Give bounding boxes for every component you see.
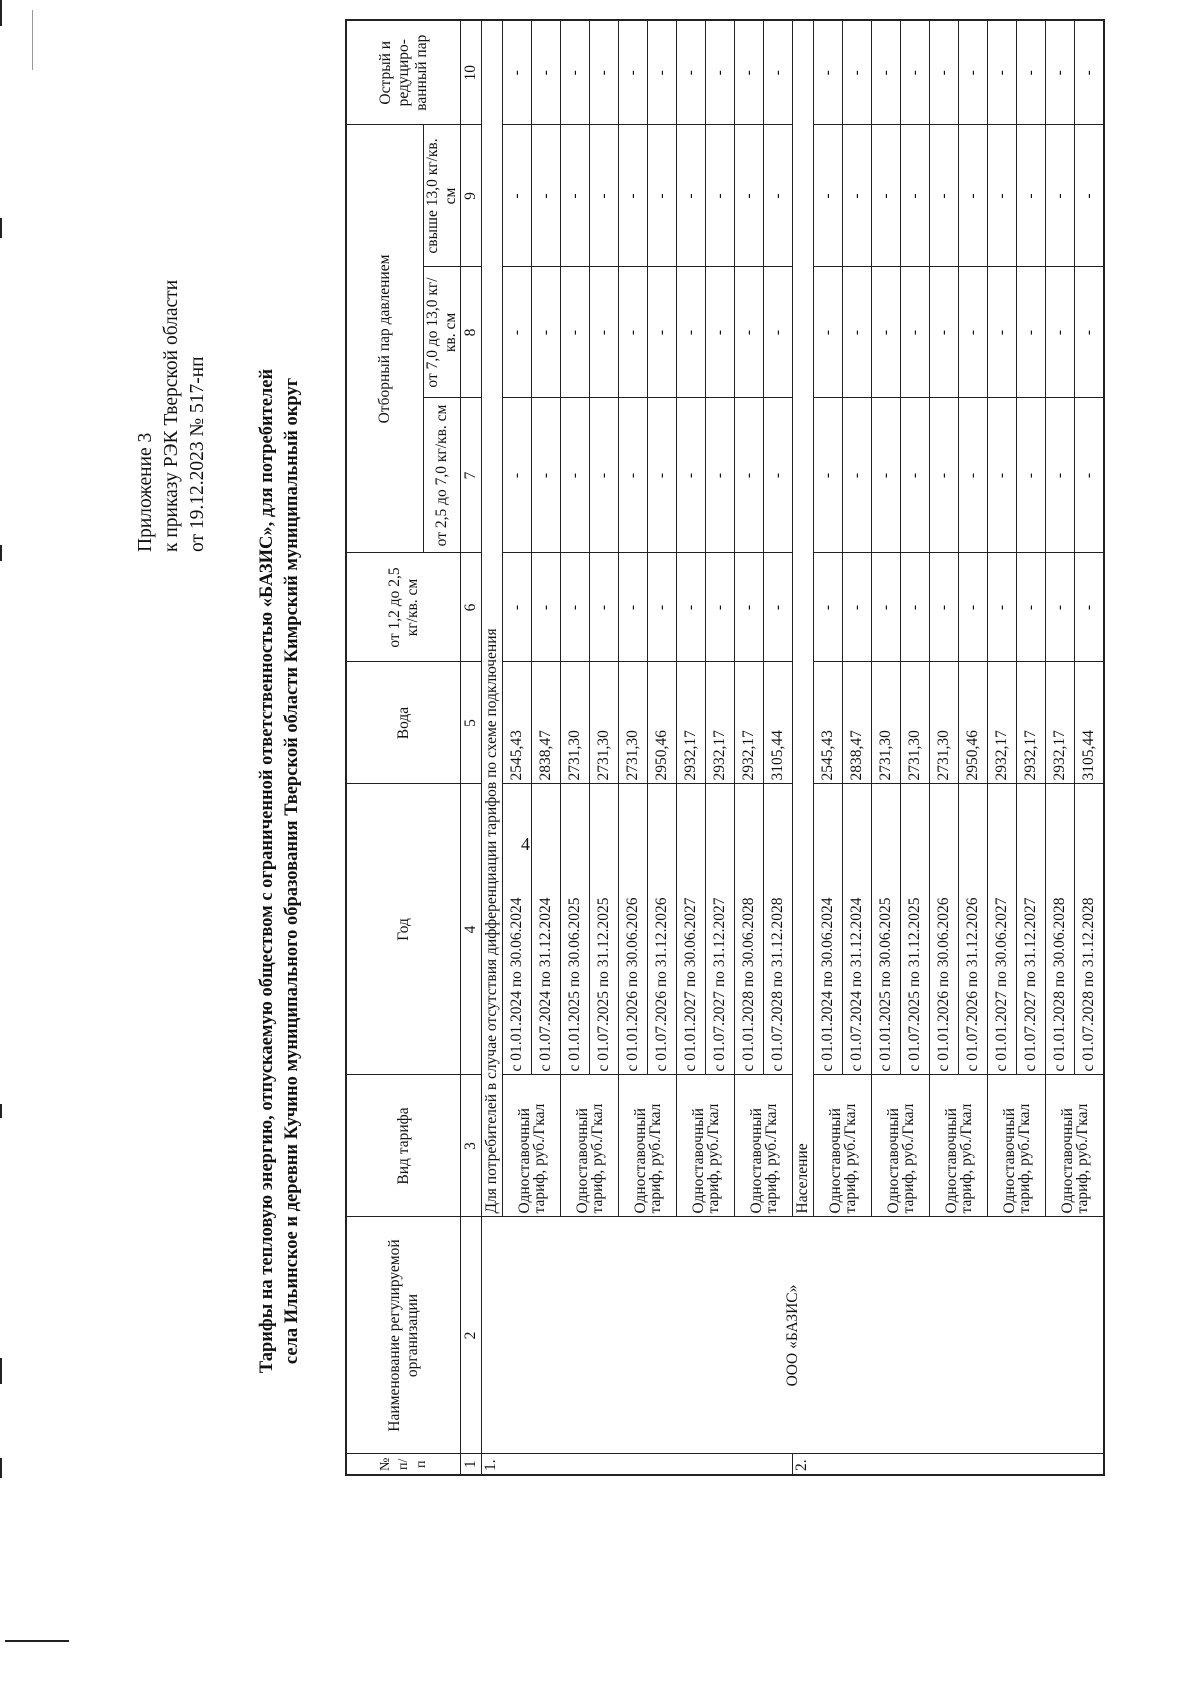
- tariff-kind-line-2: тариф, руб./Гкал: [1073, 1103, 1091, 1214]
- period-cell: с 01.07.2025 по 31.12.2025: [901, 784, 930, 1075]
- steam-p4-cell: -: [1017, 125, 1046, 267]
- period-cell: с 01.07.2026 по 31.12.2026: [648, 784, 677, 1075]
- steam-p4-cell: -: [503, 125, 532, 267]
- water-tariff-cell: 3105,44: [1075, 662, 1105, 784]
- period-cell: с 01.07.2025 по 31.12.2025: [590, 784, 619, 1075]
- section-row: [482, 20, 503, 1475]
- steam-p4-cell: -: [532, 125, 561, 267]
- period-cell: с 01.07.2024 по 31.12.2024: [843, 784, 872, 1075]
- col-number: 3: [461, 1075, 482, 1217]
- header-org: Наименование регулируемой организации: [346, 1217, 461, 1454]
- steam-sharp-cell: -: [590, 20, 619, 125]
- steam-p3-cell: -: [1046, 267, 1075, 398]
- steam-p3-cell: -: [959, 267, 988, 398]
- steam-p3-cell: -: [872, 267, 901, 398]
- tariff-kind: [814, 1075, 872, 1217]
- water-tariff-cell: 2545,43: [814, 662, 843, 784]
- col-number: 5: [461, 662, 482, 784]
- tariff-kind-line-1: Одноставочный: [942, 1108, 960, 1214]
- steam-p4-cell: -: [561, 125, 590, 267]
- tariff-kind-line-2: тариф, руб./Гкал: [1015, 1103, 1033, 1214]
- tariff-kind-line-1: Одноставочный: [1058, 1108, 1076, 1214]
- steam-p3-cell: -: [590, 267, 619, 398]
- period-cell: с 01.01.2027 по 30.06.2027: [988, 784, 1017, 1075]
- steam-p2-cell: -: [930, 398, 959, 553]
- steam-sharp-cell: -: [901, 20, 930, 125]
- steam-p2-cell: -: [619, 398, 648, 553]
- header-water: Вода: [346, 662, 461, 784]
- water-tariff-cell: 2950,46: [959, 662, 988, 784]
- steam-p3-cell: -: [901, 267, 930, 398]
- tariff-kind-line-1: Одноставочный: [631, 1108, 649, 1214]
- steam-p4-cell: -: [735, 125, 764, 267]
- period-cell: с 01.01.2025 по 30.06.2025: [872, 784, 901, 1075]
- steam-p1-cell: -: [677, 553, 706, 662]
- steam-p4-cell: -: [590, 125, 619, 267]
- steam-p2-cell: -: [735, 398, 764, 553]
- steam-sharp-cell: -: [503, 20, 532, 125]
- steam-p4-cell: -: [1046, 125, 1075, 267]
- water-tariff-cell: 2950,46: [648, 662, 677, 784]
- steam-p4-cell: -: [814, 125, 843, 267]
- steam-p4-cell: -: [872, 125, 901, 267]
- steam-p1-cell: -: [901, 553, 930, 662]
- header-num: № п/ п: [346, 1454, 461, 1475]
- water-tariff-cell: 2932,17: [1046, 662, 1075, 784]
- tariff-kind: [619, 1075, 677, 1217]
- steam-p2-cell: -: [561, 398, 590, 553]
- tariff-kind: [1046, 1075, 1105, 1217]
- steam-sharp-cell: -: [930, 20, 959, 125]
- steam-sharp-cell: -: [988, 20, 1017, 125]
- steam-p1-cell: -: [872, 553, 901, 662]
- steam-p1-cell: -: [843, 553, 872, 662]
- period-cell: с 01.07.2028 по 31.12.2028: [1075, 784, 1105, 1075]
- steam-p3-cell: -: [735, 267, 764, 398]
- period-cell: с 01.01.2024 по 30.06.2024: [503, 784, 532, 1075]
- steam-p1-cell: -: [959, 553, 988, 662]
- col-number: 8: [461, 267, 482, 398]
- tariff-kind-line-1: Одноставочный: [884, 1108, 902, 1214]
- period-cell: с 01.01.2026 по 30.06.2026: [930, 784, 959, 1075]
- steam-p1-cell: -: [532, 553, 561, 662]
- col-number: 7: [461, 398, 482, 553]
- water-tariff-cell: 3105,44: [764, 662, 793, 784]
- steam-p1-cell: -: [503, 553, 532, 662]
- appendix-line-1: Приложение 3: [135, 432, 156, 552]
- steam-p1-cell: -: [590, 553, 619, 662]
- header-kind: Вид тарифа: [346, 1075, 461, 1217]
- steam-p3-cell: -: [648, 267, 677, 398]
- water-tariff-cell: 2731,30: [901, 662, 930, 784]
- tariff-kind-line-1: Одноставочный: [689, 1108, 707, 1214]
- steam-p3-cell: -: [706, 267, 735, 398]
- water-tariff-cell: 2932,17: [1017, 662, 1046, 784]
- steam-p4-cell: -: [1075, 125, 1105, 267]
- steam-p4-cell: -: [764, 125, 793, 267]
- steam-sharp-cell: -: [706, 20, 735, 125]
- col-number: 2: [461, 1217, 482, 1454]
- steam-sharp-cell: -: [1075, 20, 1105, 125]
- steam-sharp-cell: -: [1046, 20, 1075, 125]
- tariff-kind: [988, 1075, 1046, 1217]
- title-line-2: села Ильинское и деревни Кучино муниципального образования Тверской области Кимрский муниципальный округ: [282, 377, 302, 1365]
- tariff-kind: [561, 1075, 619, 1217]
- header-year: Год: [346, 784, 461, 1075]
- steam-p3-cell: -: [843, 267, 872, 398]
- water-tariff-cell: 2838,47: [843, 662, 872, 784]
- steam-p1-cell: -: [1017, 553, 1046, 662]
- period-cell: с 01.07.2026 по 31.12.2026: [959, 784, 988, 1075]
- period-cell: с 01.07.2027 по 31.12.2027: [1017, 784, 1046, 1075]
- period-cell: с 01.07.2027 по 31.12.2027: [706, 784, 735, 1075]
- water-tariff-cell: 2932,17: [677, 662, 706, 784]
- tariff-kind-line-1: Одноставочный: [826, 1108, 844, 1214]
- steam-p1-cell: -: [1046, 553, 1075, 662]
- tariff-kind-line-2: тариф, руб./Гкал: [646, 1103, 664, 1214]
- steam-p1-cell: -: [735, 553, 764, 662]
- tariff-table: [345, 19, 1105, 1476]
- steam-p4-cell: -: [619, 125, 648, 267]
- water-tariff-cell: 2731,30: [619, 662, 648, 784]
- period-cell: с 01.01.2027 по 30.06.2027: [677, 784, 706, 1075]
- section-index: 2.: [793, 1454, 1105, 1475]
- steam-p1-cell: -: [764, 553, 793, 662]
- steam-p2-cell: -: [706, 398, 735, 553]
- organization-name: ООО «БАЗИС»: [482, 1217, 1105, 1454]
- steam-p4-cell: -: [677, 125, 706, 267]
- water-tariff-cell: 2731,30: [561, 662, 590, 784]
- tariff-kind-line-2: тариф, руб./Гкал: [899, 1103, 917, 1214]
- header-steam-group: Отборный пар давлением: [346, 125, 424, 553]
- section-label: Население: [793, 20, 814, 1217]
- tariff-kind-line-2: тариф, руб./Гкал: [957, 1103, 975, 1214]
- steam-p1-cell: -: [930, 553, 959, 662]
- col-number: 6: [461, 553, 482, 662]
- steam-sharp-cell: -: [843, 20, 872, 125]
- appendix-reference: [133, 172, 211, 552]
- table-body: [482, 20, 1105, 1475]
- steam-p3-cell: -: [764, 267, 793, 398]
- steam-p2-cell: -: [843, 398, 872, 553]
- document-title: [255, 326, 305, 1416]
- water-tariff-cell: 2932,17: [706, 662, 735, 784]
- steam-p2-cell: -: [814, 398, 843, 553]
- col-number: 4: [461, 784, 482, 1075]
- section-label: Для потребителей в случае отсутствия дифференциации тарифов по схеме подключения: [482, 20, 503, 1217]
- steam-p4-cell: -: [988, 125, 1017, 267]
- section-index: 1.: [482, 1454, 793, 1475]
- tariff-kind: [930, 1075, 988, 1217]
- steam-p2-cell: -: [1046, 398, 1075, 553]
- steam-p2-cell: -: [959, 398, 988, 553]
- steam-p3-cell: -: [1017, 267, 1046, 398]
- tariff-kind: [735, 1075, 793, 1217]
- tariff-kind-line-1: Одноставочный: [1000, 1108, 1018, 1214]
- water-tariff-cell: 2545,43: [503, 662, 532, 784]
- tariff-kind-line-1: Одноставочный: [515, 1108, 533, 1214]
- steam-p4-cell: -: [901, 125, 930, 267]
- tariff-kind: [677, 1075, 735, 1217]
- steam-sharp-cell: -: [959, 20, 988, 125]
- water-tariff-cell: 2932,17: [988, 662, 1017, 784]
- steam-p3-cell: -: [532, 267, 561, 398]
- tariff-kind-line-1: Одноставочный: [573, 1108, 591, 1214]
- steam-p2-cell: -: [1075, 398, 1105, 553]
- steam-p1-cell: -: [814, 553, 843, 662]
- steam-p1-cell: -: [619, 553, 648, 662]
- steam-sharp-cell: -: [1017, 20, 1046, 125]
- header-p4: свыше 13,0 кг/кв. см: [424, 125, 461, 267]
- water-tariff-cell: 2838,47: [532, 662, 561, 784]
- steam-p2-cell: -: [901, 398, 930, 553]
- appendix-line-2: к приказу РЭК Тверской области: [161, 279, 182, 552]
- tariff-kind-line-2: тариф, руб./Гкал: [841, 1103, 859, 1214]
- steam-sharp-cell: -: [648, 20, 677, 125]
- tariff-kind-line-1: Одноставочный: [747, 1108, 765, 1214]
- steam-p2-cell: -: [590, 398, 619, 553]
- page-number: 4: [521, 834, 530, 854]
- tariff-kind-line-2: тариф, руб./Гкал: [530, 1103, 548, 1214]
- steam-p1-cell: -: [988, 553, 1017, 662]
- steam-sharp-cell: -: [532, 20, 561, 125]
- steam-p1-cell: -: [648, 553, 677, 662]
- steam-p1-cell: -: [706, 553, 735, 662]
- steam-p2-cell: -: [988, 398, 1017, 553]
- steam-p4-cell: -: [930, 125, 959, 267]
- steam-p2-cell: -: [677, 398, 706, 553]
- tariff-kind: [503, 1075, 561, 1217]
- steam-p4-cell: -: [706, 125, 735, 267]
- steam-p2-cell: -: [872, 398, 901, 553]
- steam-p3-cell: -: [561, 267, 590, 398]
- steam-p4-cell: -: [959, 125, 988, 267]
- steam-p1-cell: -: [1075, 553, 1105, 662]
- steam-p2-cell: -: [1017, 398, 1046, 553]
- period-cell: с 01.01.2025 по 30.06.2025: [561, 784, 590, 1075]
- period-cell: с 01.01.2028 по 30.06.2028: [735, 784, 764, 1075]
- period-cell: с 01.01.2028 по 30.06.2028: [1046, 784, 1075, 1075]
- col-number: 10: [461, 20, 482, 125]
- header-sharp: Острый и редуциро-ванный пар: [346, 20, 461, 125]
- steam-p4-cell: -: [843, 125, 872, 267]
- water-tariff-cell: 2731,30: [930, 662, 959, 784]
- col-number: 1: [461, 1454, 482, 1475]
- steam-p1-cell: -: [561, 553, 590, 662]
- steam-p3-cell: -: [814, 267, 843, 398]
- steam-sharp-cell: -: [764, 20, 793, 125]
- steam-p3-cell: -: [503, 267, 532, 398]
- steam-sharp-cell: -: [735, 20, 764, 125]
- water-tariff-cell: 2731,30: [590, 662, 619, 784]
- period-cell: с 01.01.2024 по 30.06.2024: [814, 784, 843, 1075]
- tariff-kind-line-2: тариф, руб./Гкал: [762, 1103, 780, 1214]
- steam-p2-cell: -: [532, 398, 561, 553]
- header-p2: от 2,5 до 7,0 кг/кв. см: [424, 398, 461, 553]
- steam-p3-cell: -: [619, 267, 648, 398]
- appendix-line-3: от 19.12.2023 № 517-нп: [187, 356, 208, 552]
- water-tariff-cell: 2731,30: [872, 662, 901, 784]
- steam-p4-cell: -: [648, 125, 677, 267]
- rotated-document: [0, 16, 1190, 1696]
- col-number: 9: [461, 125, 482, 267]
- period-cell: с 01.01.2026 по 30.06.2026: [619, 784, 648, 1075]
- steam-sharp-cell: -: [561, 20, 590, 125]
- title-line-1: Тарифы на тепловую энергию, отпускаемую обществом с ограниченной ответственностью «БАЗИС», для потребителей: [257, 368, 277, 1374]
- steam-sharp-cell: -: [677, 20, 706, 125]
- steam-sharp-cell: -: [814, 20, 843, 125]
- steam-p3-cell: -: [677, 267, 706, 398]
- water-tariff-cell: 2932,17: [735, 662, 764, 784]
- steam-p3-cell: -: [1075, 267, 1105, 398]
- tariff-kind-line-2: тариф, руб./Гкал: [588, 1103, 606, 1214]
- steam-sharp-cell: -: [872, 20, 901, 125]
- tariff-kind: [872, 1075, 930, 1217]
- steam-p3-cell: -: [930, 267, 959, 398]
- tariff-kind-line-2: тариф, руб./Гкал: [704, 1103, 722, 1214]
- steam-p3-cell: -: [988, 267, 1017, 398]
- steam-p2-cell: -: [503, 398, 532, 553]
- period-cell: с 01.07.2028 по 31.12.2028: [764, 784, 793, 1075]
- period-cell: с 01.07.2024 по 31.12.2024: [532, 784, 561, 1075]
- steam-p2-cell: -: [648, 398, 677, 553]
- header-p3: от 7,0 до 13,0 кг/кв. см: [424, 267, 461, 398]
- steam-p2-cell: -: [764, 398, 793, 553]
- header-p1: от 1,2 до 2,5 кг/кв. см: [346, 553, 461, 662]
- steam-sharp-cell: -: [619, 20, 648, 125]
